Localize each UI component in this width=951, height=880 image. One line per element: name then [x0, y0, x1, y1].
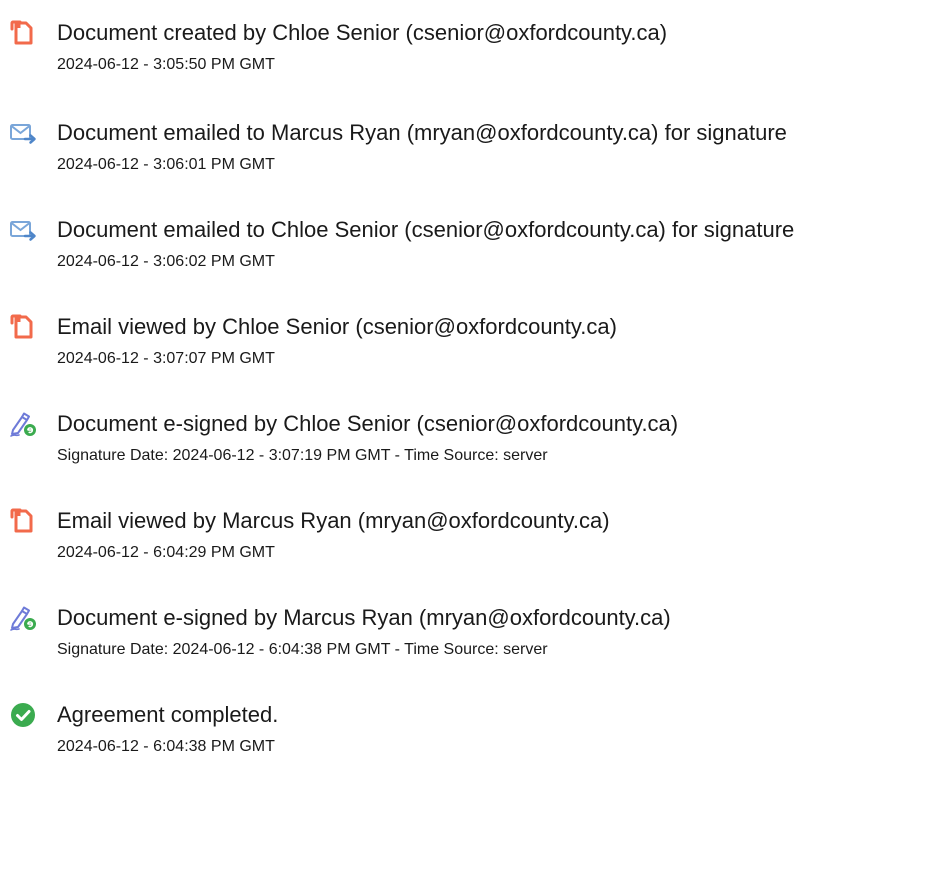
- event-timestamp: Signature Date: 2024-06-12 - 3:07:19 PM GMT - Time Source: server: [57, 447, 548, 464]
- audit-event: [0, 209, 951, 269]
- event-timestamp: 2024-06-12 - 3:06:02 PM GMT: [57, 253, 275, 270]
- event-title: Document e-signed by Marcus Ryan (mryan@oxfordcounty.ca): [57, 605, 671, 630]
- event-title: Document e-signed by Chloe Senior (csenior@oxfordcounty.ca): [57, 411, 679, 436]
- event-timestamp: 2024-06-12 - 3:06:01 PM GMT: [57, 156, 275, 173]
- e-sign-icon: [8, 603, 38, 633]
- document-icon: [8, 312, 38, 342]
- email-icon: [8, 215, 38, 245]
- event-title: Document emailed to Chloe Senior (csenior@oxfordcounty.ca) for signature: [57, 217, 795, 242]
- event-title: Email viewed by Chloe Senior (csenior@oxfordcounty.ca): [57, 314, 617, 339]
- document-icon: [8, 506, 38, 536]
- audit-event: [0, 12, 951, 72]
- event-timestamp: 2024-06-12 - 3:07:07 PM GMT: [57, 350, 275, 367]
- event-title: Email viewed by Marcus Ryan (mryan@oxfordcounty.ca): [57, 508, 610, 533]
- event-timestamp: 2024-06-12 - 3:05:50 PM GMT: [57, 56, 275, 73]
- event-timestamp: 2024-06-12 - 6:04:38 PM GMT: [57, 738, 275, 755]
- event-title: Document created by Chloe Senior (csenior@oxfordcounty.ca): [57, 20, 668, 45]
- event-title: Agreement completed.: [57, 702, 279, 727]
- email-icon: [8, 118, 38, 148]
- audit-event: [0, 694, 951, 754]
- audit-event: [0, 112, 951, 172]
- audit-event: [0, 403, 951, 463]
- event-title: Document emailed to Marcus Ryan (mryan@oxfordcounty.ca) for signature: [57, 120, 787, 145]
- audit-event: [0, 597, 951, 657]
- event-timestamp: 2024-06-12 - 6:04:29 PM GMT: [57, 544, 275, 561]
- audit-event: [0, 500, 951, 560]
- audit-event: [0, 306, 951, 366]
- e-sign-icon: [8, 409, 38, 439]
- event-timestamp: Signature Date: 2024-06-12 - 6:04:38 PM GMT - Time Source: server: [57, 641, 548, 658]
- check-circle-icon: [8, 700, 38, 730]
- document-icon: [8, 18, 38, 48]
